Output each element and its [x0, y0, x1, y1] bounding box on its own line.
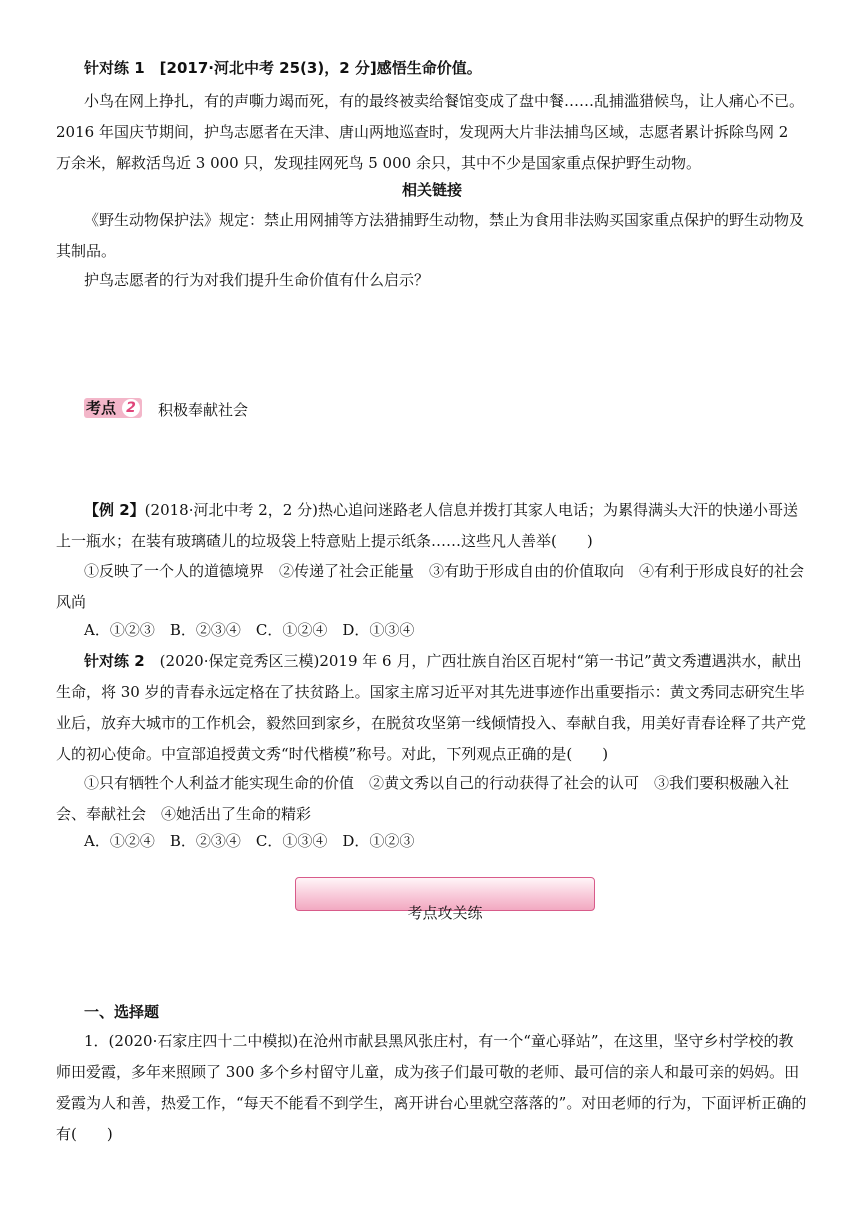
drill1-paragraph: 小鸟在网上挣扎，有的声嘶力竭而死，有的最终被卖给餐馆变成了盘中餐……乱捕滥猎候鸟，让人痛心不已。2016 年国庆节期间，护鸟志愿者在天津、唐山两地巡查时，发现两大片非法捕鸟区域，志愿者累计拆除鸟网 2 万余米，解救活鸟近 3 000 只，发现挂网死鸟 5 000 余只，其中不少是国家重点保护野生动物。 [56, 92, 805, 172]
example2-items: ①反映了一个人的道德境界 ②传递了社会正能量 ③有助于形成自由的价值取向 ④有利于形成良好的社会风尚 [56, 562, 805, 611]
kaodian-title: 积极奉献社会 [158, 401, 249, 419]
drill1-question: 护鸟志愿者的行为对我们提升生命价值有什么启示？ [84, 271, 430, 289]
exercise-section-heading: 一、选择题 [84, 1003, 160, 1021]
example2-options: A．①②③ B．②③④ C．①②④ D．①③④ [84, 621, 415, 639]
kaodian-badge-text: 考点 [86, 399, 117, 417]
related-link-title: 相关链接 [401, 181, 462, 199]
kaodian-number-icon: 2 [122, 399, 140, 417]
drill1-heading-text: 针对练 1 [2017·河北中考 25(3)，2 分]感悟生命价值。 [84, 59, 482, 77]
section-banner-title: 考点攻关练 [407, 904, 483, 922]
drill2-label: 针对练 2 [84, 652, 145, 670]
drill2-options: A．①②④ B．②③④ C．①③④ D．①②③ [84, 832, 415, 850]
drill2-stem [56, 646, 808, 770]
example2-label: 【例 2】 [84, 501, 145, 519]
drill1-heading [84, 58, 482, 78]
question-1: 1．(2020·石家庄四十二中模拟)在沧州市献县黑风张庄村，有一个“童心驿站”，在这里，坚守乡村学校的教师田爱霞，多年来照顾了 300 多个乡村留守儿童，成为孩子们最可敬的老师、最可信的亲人和最可亲的妈妈。田爱霞为人和善，热爱工作，“每天不能看不到学生，离开讲台心里就空落落的”。对田老师的行为，下面评析正确的有( ) [56, 1032, 807, 1143]
related-link-text: 《野生动物保护法》规定：禁止用网捕等方法猎捕野生动物，禁止为食用非法购买国家重点保护的野生动物及其制品。 [56, 211, 805, 260]
drill2-items: ①只有牺牲个人利益才能实现生命的价值 ②黄文秀以自己的行动获得了社会的认可 ③我们要积极融入社会、奉献社会 ④她活出了生命的精彩 [56, 774, 790, 823]
example2-stem [56, 495, 808, 557]
example2-stem-text: (2018·河北中考 2，2 分)热心追问迷路老人信息并拨打其家人电话；为累得满头大汗的快递小哥送上一瓶水；在装有玻璃碴儿的垃圾袋上特意贴上提示纸条……这些凡人善举( ) [56, 501, 798, 550]
drill2-stem-text: (2020·保定竞秀区三模)2019 年 6 月，广西壮族自治区百坭村“第一书记”黄文秀遭遇洪水，献出生命，将 30 岁的青春永远定格在了扶贫路上。国家主席习近平对其先进事迹作出重要指示：黄文秀同志研究生毕业后，放弃大城市的工作机会，毅然回到家乡，在脱贫攻坚第一线倾情投入、奉献自我，用美好青春诠释了共产党人的初心使命。中宣部追授黄文秀“时代楷模”称号。对此，下列观点正确的是( ) [56, 652, 807, 763]
kaodian-badge [84, 398, 142, 418]
